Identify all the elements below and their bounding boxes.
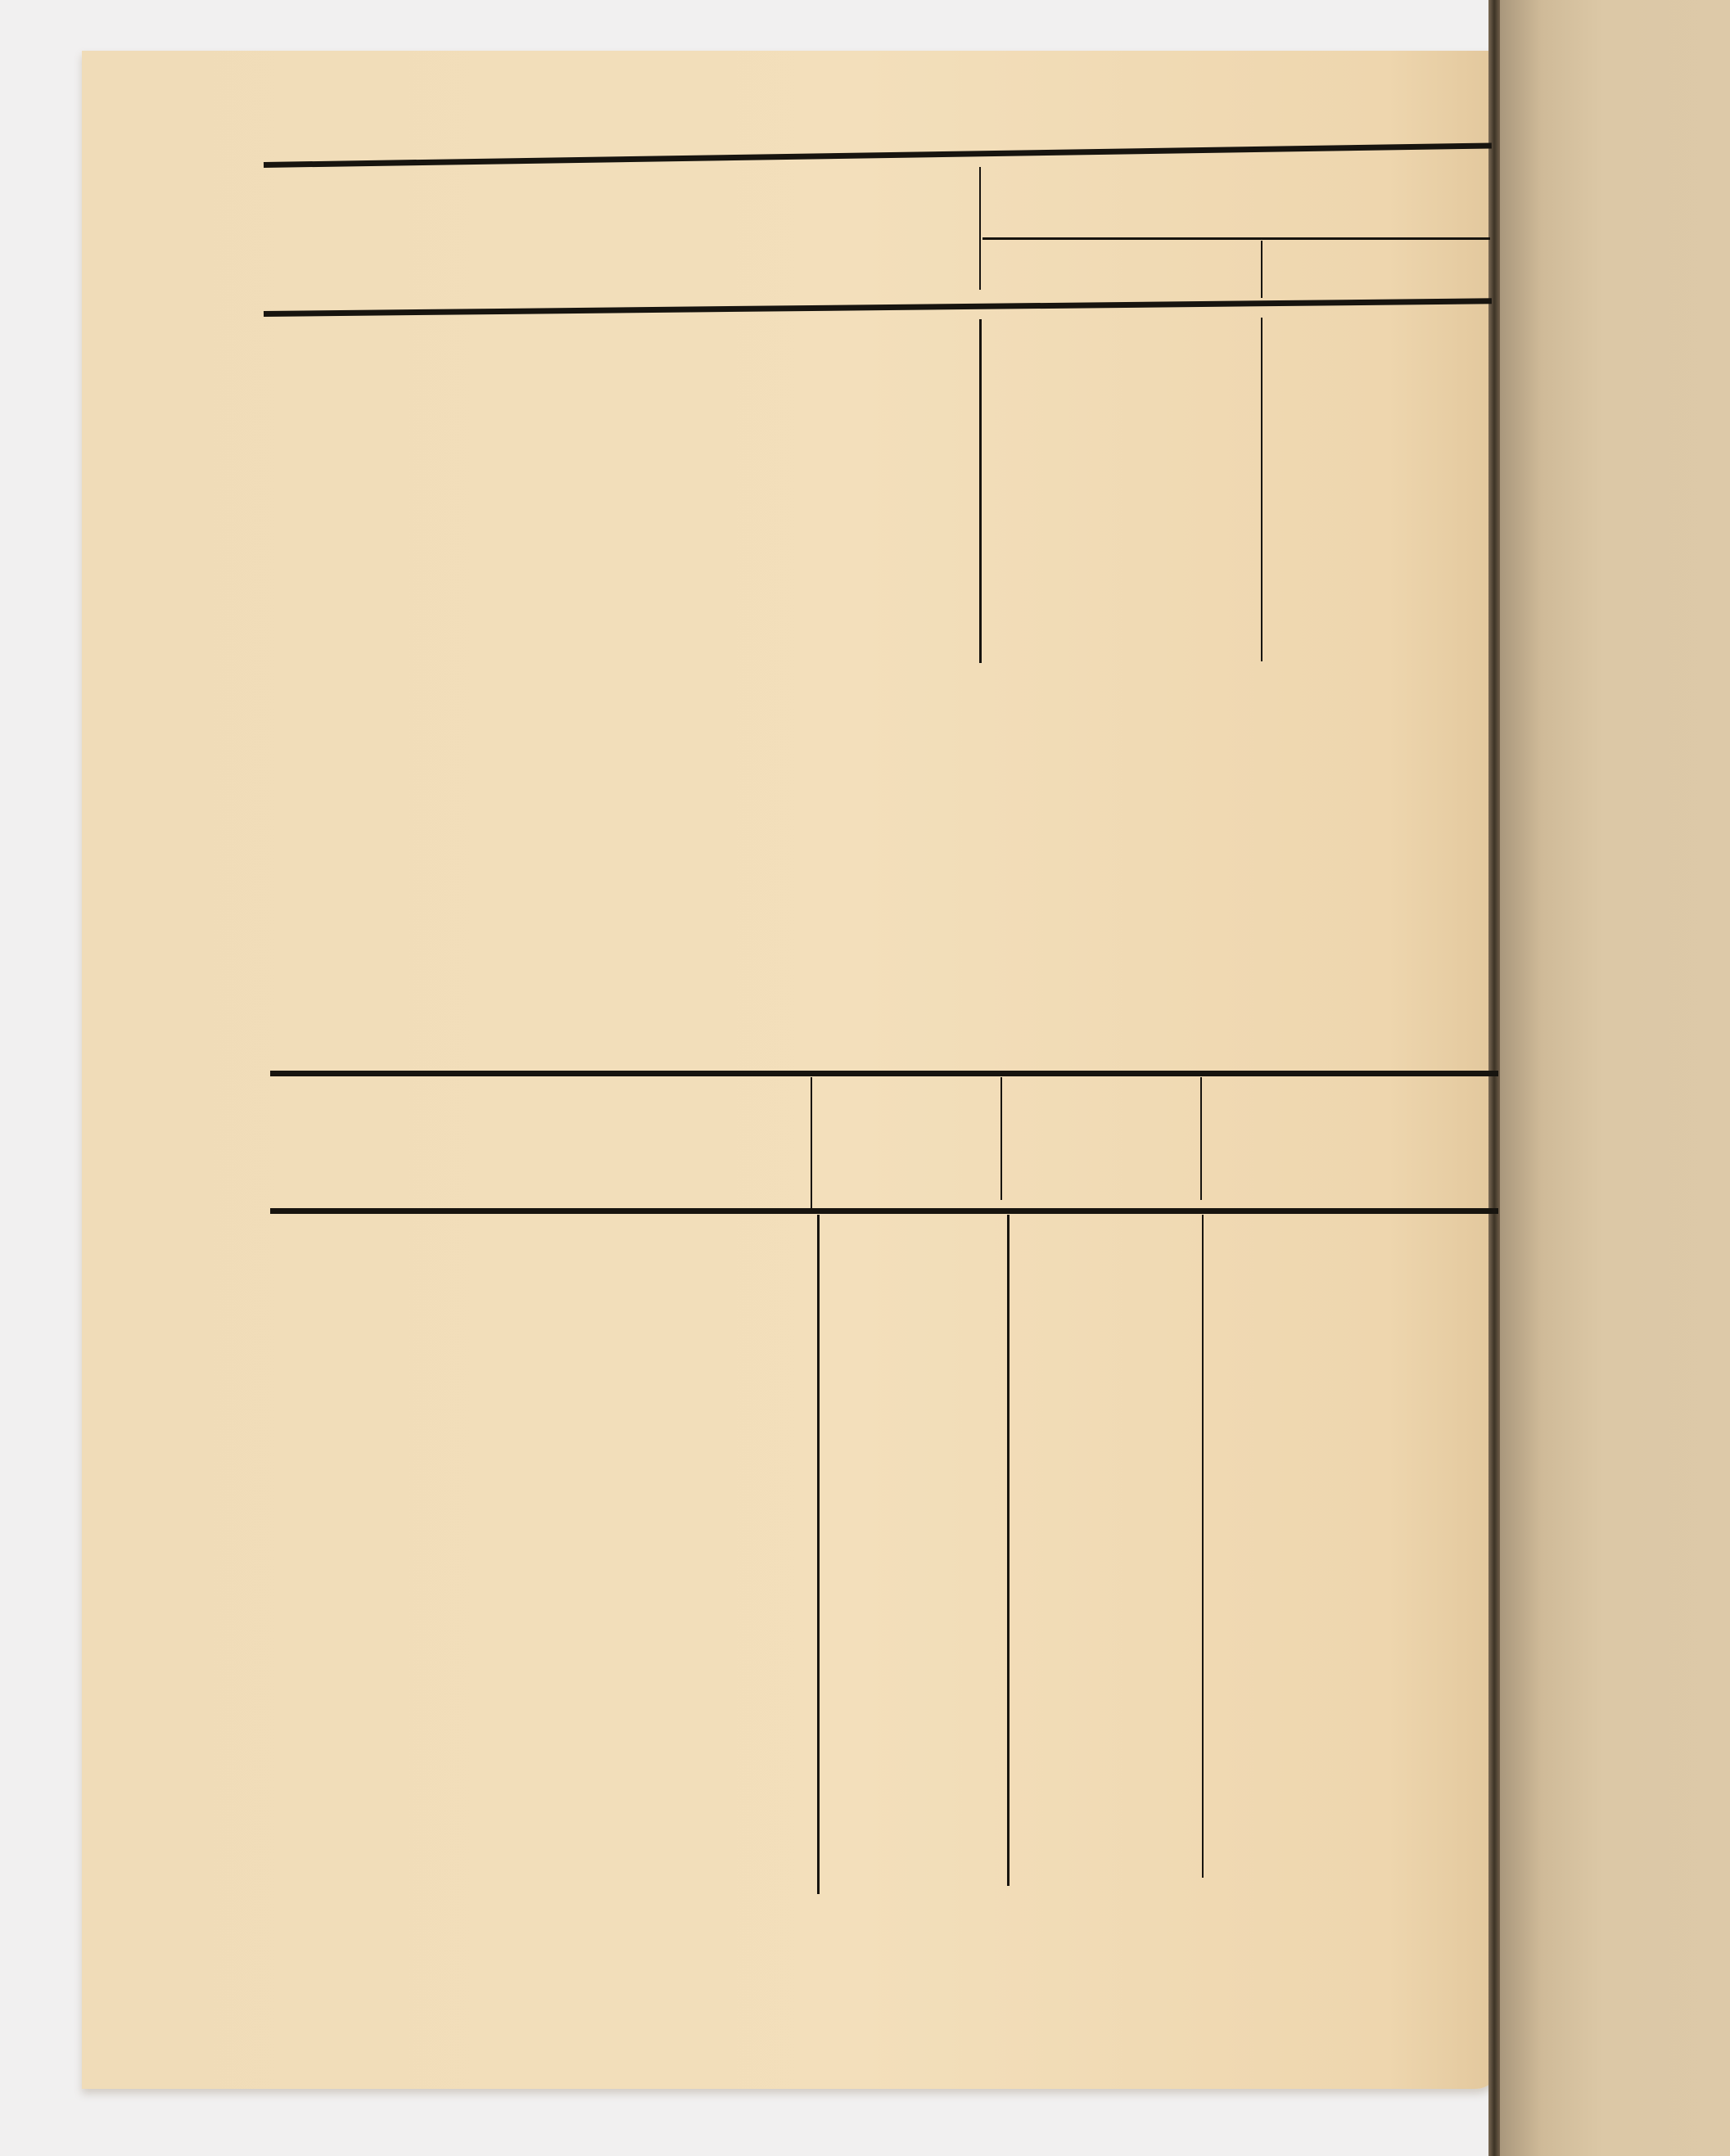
right-page [1500,0,1730,2156]
table2-header-divider-2 [1001,1077,1002,1200]
column-divider-2 [1261,318,1262,661]
salary-table [270,1069,1500,1969]
header-sub-rule [982,237,1490,240]
table2-top-rule [270,1071,1498,1076]
table2-header-divider-1 [811,1077,812,1208]
header-divider [979,167,981,290]
table2-column-divider-1 [817,1215,820,1894]
table2-header-divider-3 [1200,1077,1202,1200]
table2-header-bottom-rule [270,1208,1498,1214]
header-sub-divider [1261,241,1262,298]
right-page-text [1500,0,1730,2156]
table2-column-divider-2 [1007,1215,1010,1886]
column-divider-1 [979,319,982,663]
table2-column-divider-3 [1202,1215,1204,1878]
